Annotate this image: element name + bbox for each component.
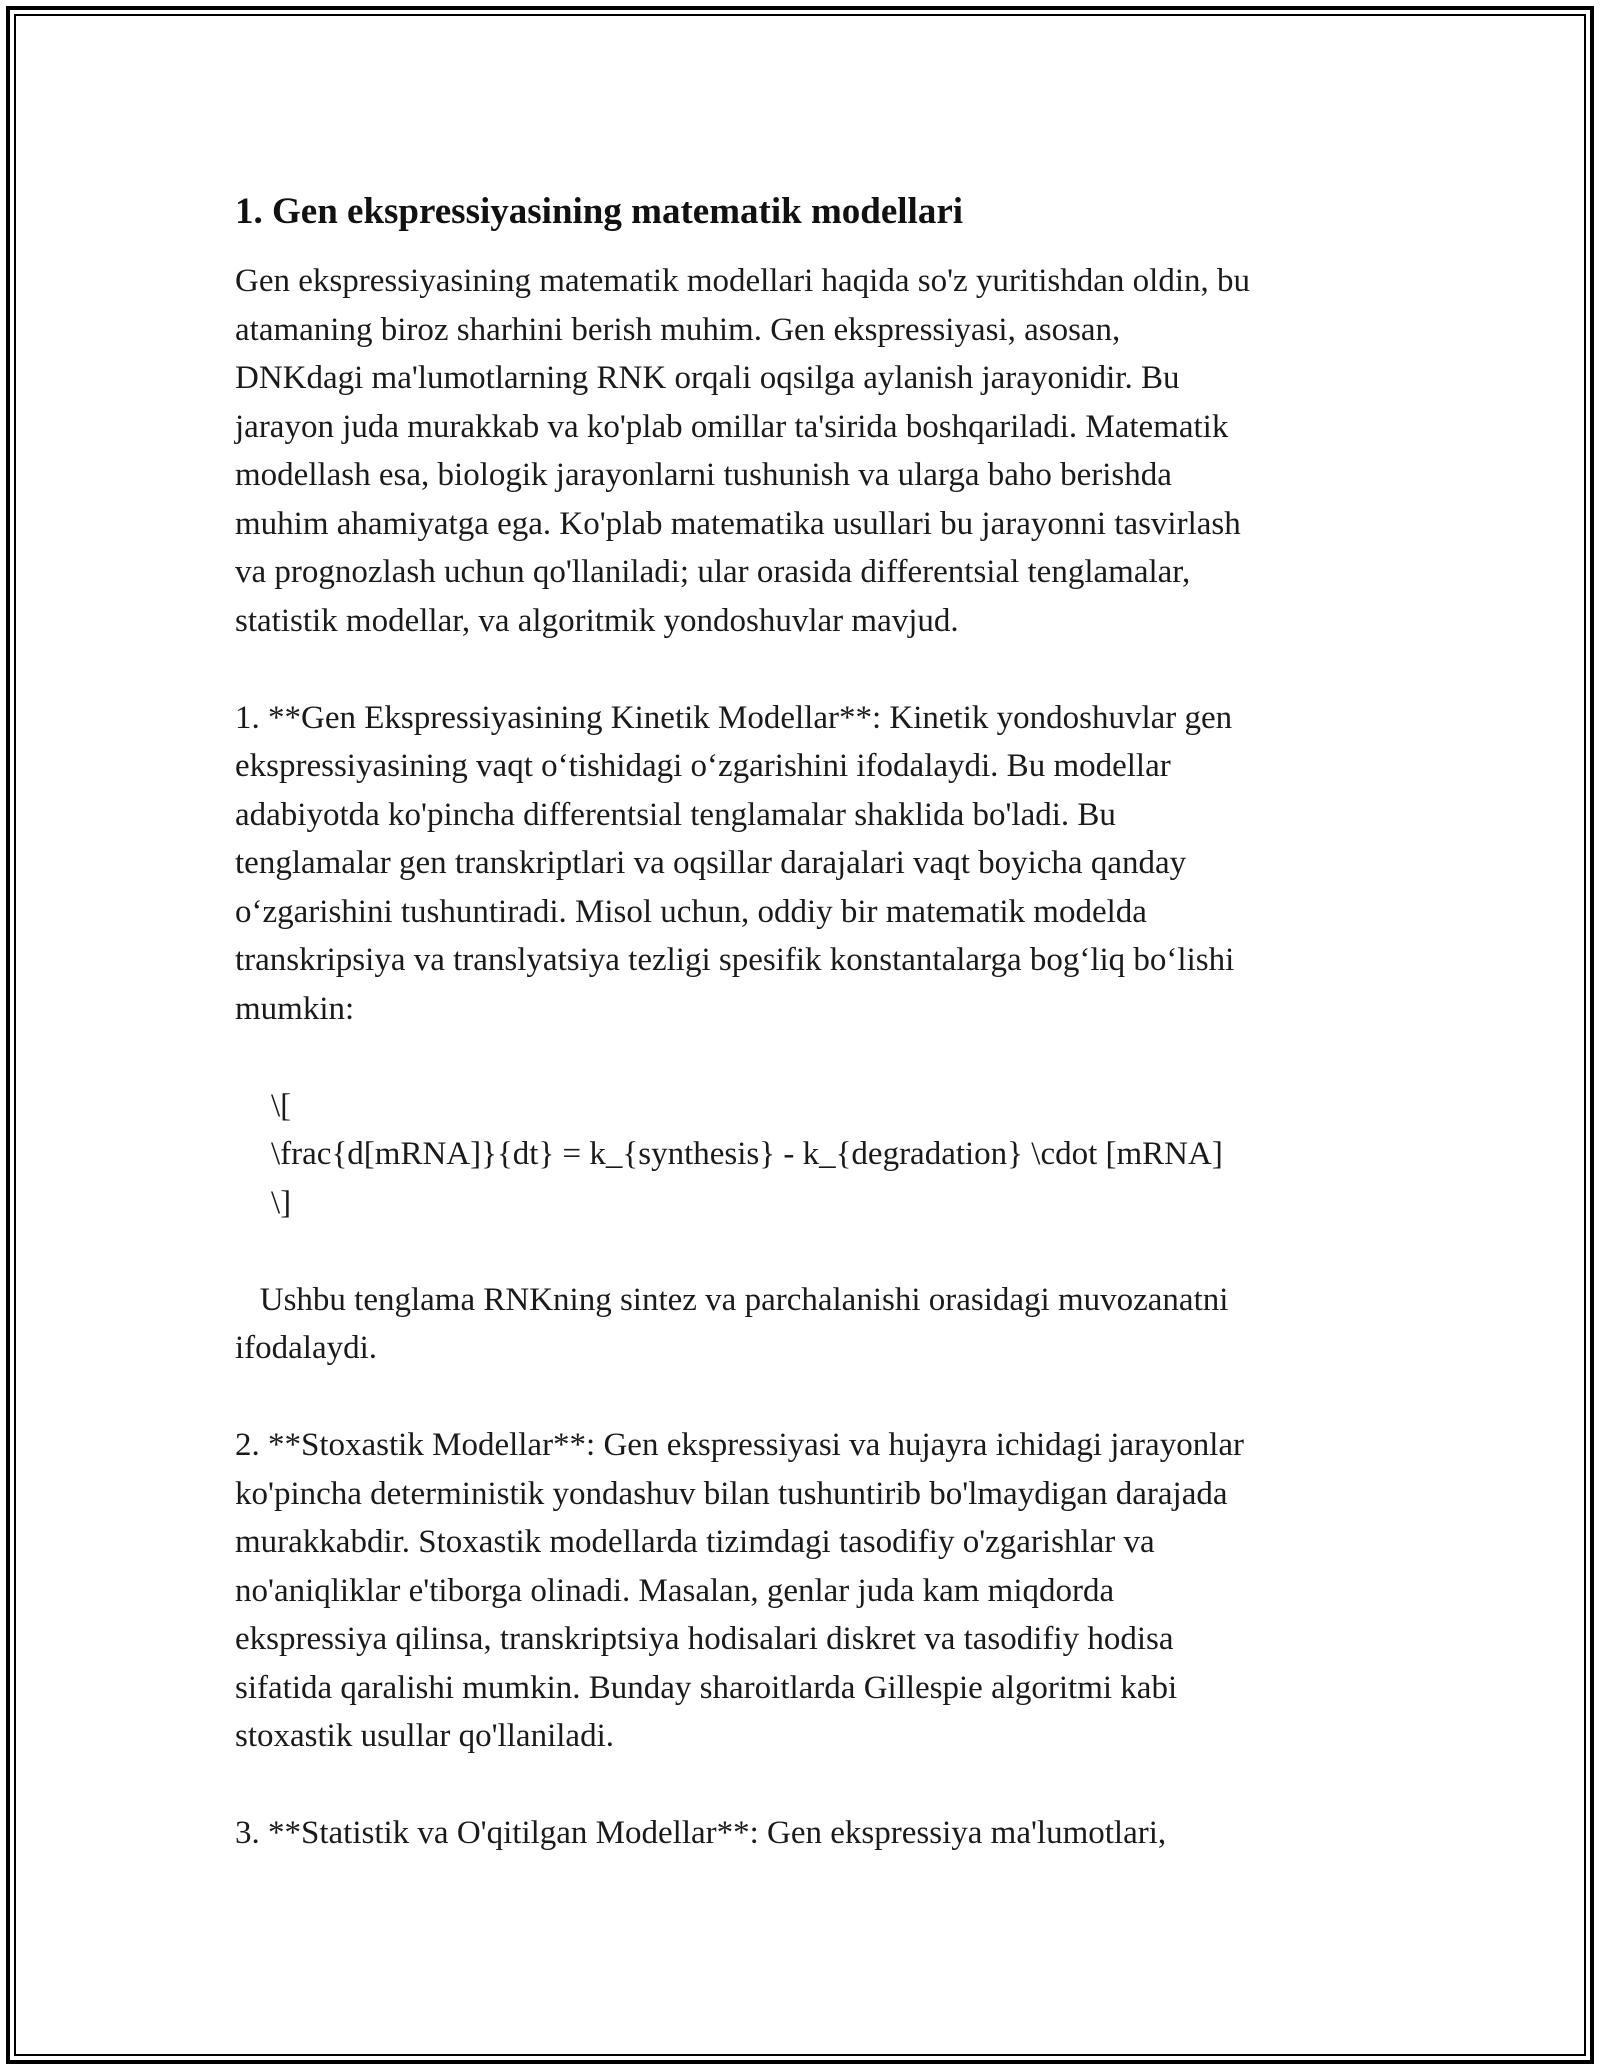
list-item-statistical-models: 3. **Statistik va O'qitilgan Modellar**: Gen ekspressiya ma'lumotlari, [235, 1815, 1167, 1851]
formula-explanation: Ushbu tenglama RNKning sintez va parchalanishi orasidagi muvozanatni ifodalaydi. [235, 1281, 1229, 1366]
list-item-stochastic-models: 2. **Stoxastik Modellar**: Gen ekspressiyasi va hujayra ichidagi jarayonlar ko'pincha deterministik yondashuv bilan tushuntirib bo'lmaydigan darajada murakkabdir. Stoxastik modellarda tizimdagi tasodifiy o'zgarishlar va no'aniqliklar e'tiborga olinadi. Masalan, genlar juda kam miqdorda ekspressiya qilinsa, transkriptsiya hodisalari diskret va tasodifiy hodisa sifatida qaralishi mumkin. Bunday sharoitlarda Gillespie algoritmi kabi stoxastik usullar qo'llaniladi. [235, 1427, 1244, 1754]
list-item-kinetic-models: 1. **Gen Ekspressiyasining Kinetik Modellar**: Kinetik yondoshuvlar gen ekspressiyasining vaqt o‘tishidagi o‘zgarishini ifodalaydi. Bu modellar adabiyotda ko'pincha differentsial tenglamalar shaklida bo'ladi. Bu tenglamalar gen transkriptlari va oqsillar darajalari vaqt boyicha qanday o‘zgarishini tushuntiradi. Misol uchun, oddiy bir matematik modelda transkripsiya va translyatsiya tezligi spesifik konstantalarga bog‘liq bo‘lishi mumkin: [235, 699, 1235, 1027]
formula-block: \[ \frac{d[mRNA]}{dt} = k_{synthesis} - k_{degradation} \cdot [mRNA] \] [271, 1087, 1223, 1221]
intro-paragraph: Gen ekspressiyasining matematik modellari haqida so'z yuritishdan oldin, bu atamaning biroz sharhini berish muhim. Gen ekspressiyasi, asosan, DNKdagi ma'lumotlarning RNK orqali oqsilga aylanish jarayonidir. Bu jarayon juda murakkab va ko'plab omillar ta'sirida boshqariladi. Matematik modellash esa, biologik jarayonlarni tushunish va ularga baho berishda muhim ahamiyatga ega. Ko'plab matematika usullari bu jarayonni tasvirlash va prognozlash uchun qo'llaniladi; ular orasida differentsial tenglamalar, statistik modellar, va algoritmik yondoshuvlar mavjud. [235, 263, 1250, 639]
document-body [235, 185, 1385, 1858]
section-heading: 1. Gen ekspressiyasining matematik modellari [235, 191, 964, 232]
